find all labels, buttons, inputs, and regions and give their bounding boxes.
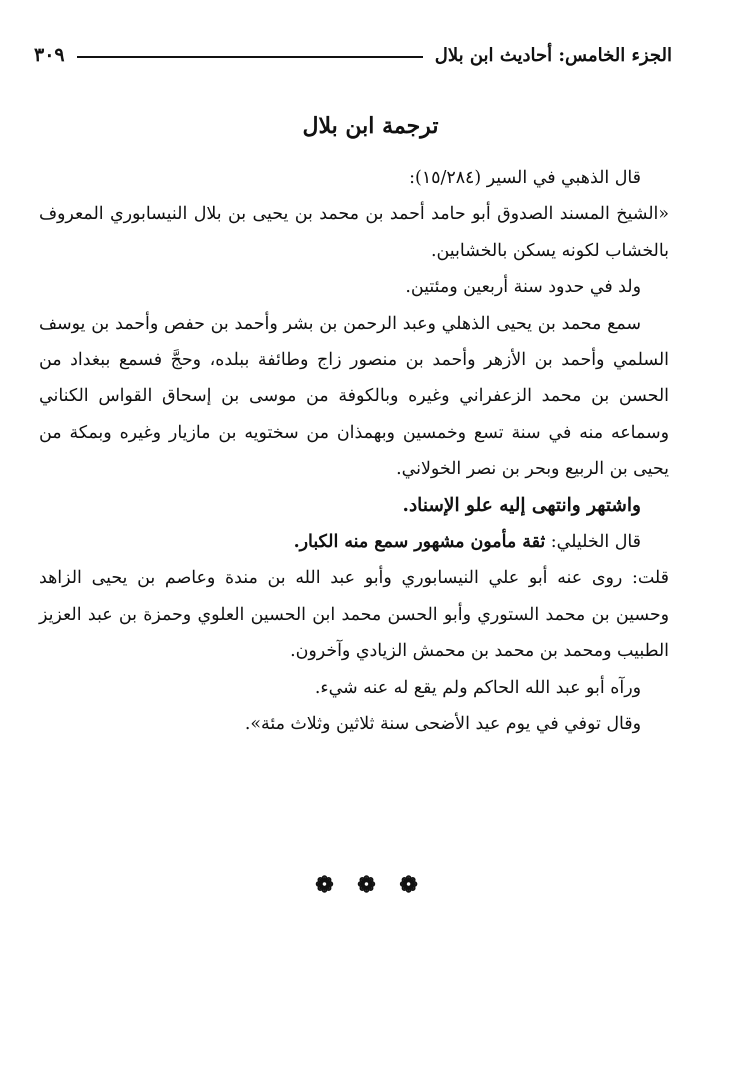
chapter-title: ترجمة ابن بلال	[302, 113, 439, 139]
paragraph-teachers: سمع محمد بن يحيى الذهلي وعبد الرحمن بن بشر وأحمد بن حفص وأحمد بن يوسف السلمي وأحمد بن الأزهر وأحمد بن منصور زاج وطائفة ببلده، وحجَّ فسمع ببغداد من الحسن بن محمد الزعفراني وغيره وبالكوفة من موسى بن إسحاق القواس الكناني وسماعه منه في سنة تسع وخمسين وبهمذان من سختويه بن مازيار وغيره وبمكة من يحيى بن الربيع وبحر بن نصر الخولاني.	[39, 313, 669, 480]
page-number: ٣٠٩	[34, 44, 65, 66]
section-end-ornament: ❁ ❁ ❁	[315, 872, 426, 898]
running-header	[34, 38, 672, 72]
paragraph-death: وقال توفي في يوم عيد الأضحى سنة ثلاثين وثلاث مئة».	[244, 714, 641, 735]
khalili-lead: قال الخليلي:	[550, 532, 641, 553]
paragraph-quote-opening: «الشيخ المسند الصدوق أبو حامد أحمد بن محمد بن يحيى بن بلال النيسابوري المعروف بالخشاب لكونه يسكن بالخشابين.	[39, 204, 669, 261]
header-rule	[77, 56, 423, 58]
paragraph-students: قلت: روى عنه أبو علي النيسابوري وأبو عبد الله بن مندة وعاصم بن يحيى الزاهد وحسين بن محمد الستوري وأبو الحسن محمد ابن الحسين العلوي وحمزة بن عبد العزيز الطبيب ومحمد بن محمد بن محمش الزيادي وآخرون.	[39, 568, 669, 662]
khalili-verdict: ثقة مأمون مشهور سمع منه الكبار.	[293, 532, 546, 553]
body-text	[39, 160, 669, 743]
paragraph-birth: ولد في حدود سنة أربعين ومئتين.	[405, 277, 641, 298]
paragraph-khalili	[39, 524, 669, 560]
paragraph-fame: واشتهر وانتهى إليه علو الإسناد.	[402, 494, 641, 516]
running-title: الجزء الخامس: أحاديث ابن بلال	[434, 44, 672, 66]
paragraph-hakim: ورآه أبو عبد الله الحاكم ولم يقع له عنه شيء.	[314, 677, 641, 698]
paragraph-citation: قال الذهبي في السير (١٥/٢٨٤):	[409, 168, 641, 188]
